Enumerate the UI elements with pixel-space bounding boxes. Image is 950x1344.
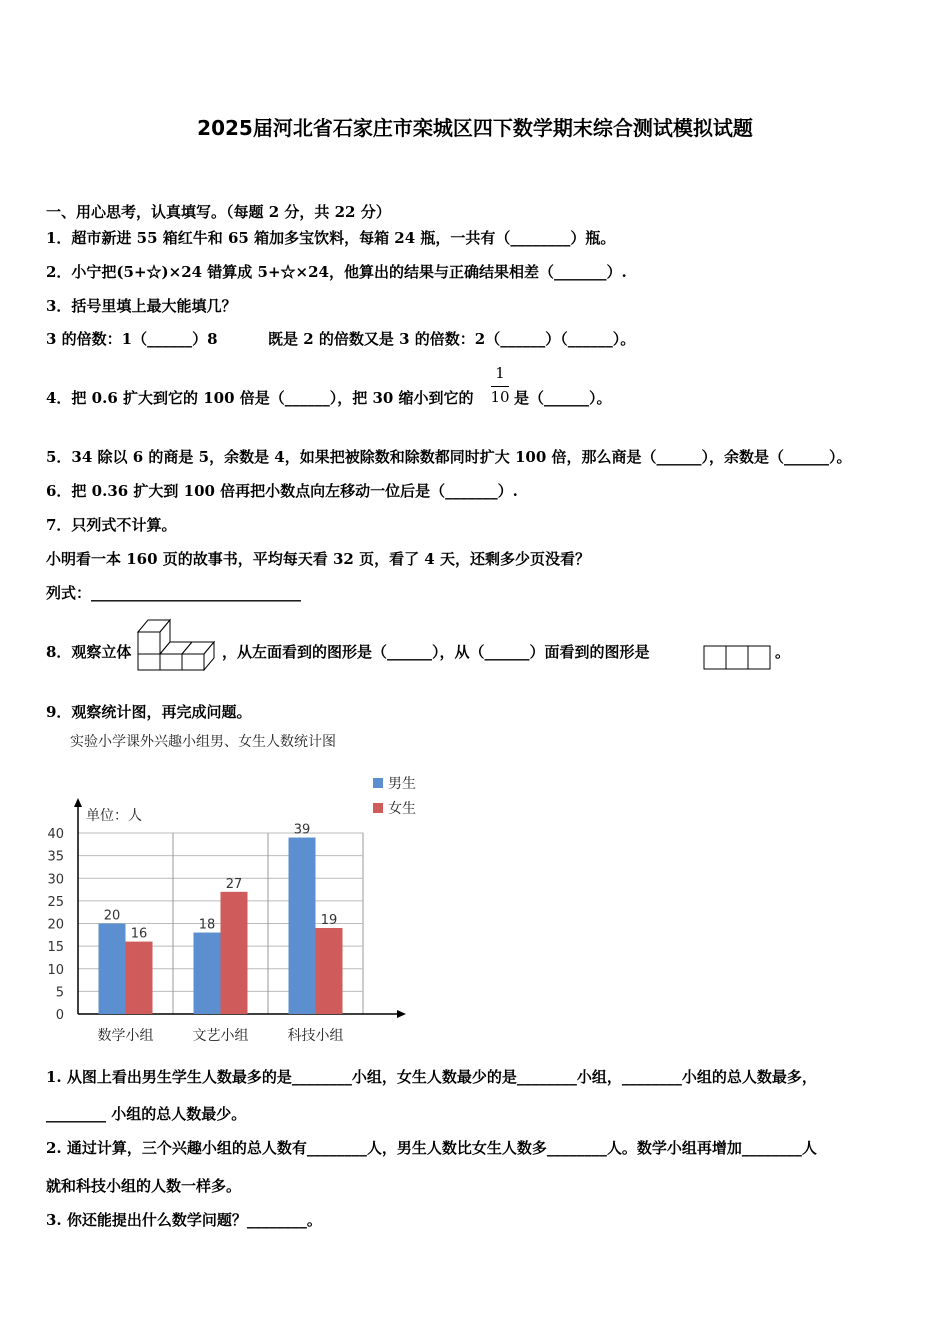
y-tick-label: 20 [47, 917, 64, 933]
sub-question-1-line2: ________ 小组的总人数最少。 [46, 1105, 247, 1123]
y-tick-label: 15 [47, 940, 64, 956]
bar-female [221, 892, 248, 1014]
x-category-label: 科技小组 [287, 1028, 344, 1044]
section-heading: 一、用心思考，认真填写。（每题 2 分，共 22 分） [46, 203, 391, 221]
question-7: 7．只列式不计算。 [46, 516, 177, 534]
x-category-label: 文艺小组 [192, 1028, 249, 1044]
y-tick-label: 25 [47, 894, 64, 910]
question-3: 3．括号里填上最大能填几？ [46, 297, 237, 315]
question-9: 9．观察统计图，再完成问题。 [46, 703, 252, 721]
bar-value-label: 39 [293, 822, 311, 838]
fraction-bar [491, 386, 509, 387]
question-4-part1: 4．把 0.6 扩大到它的 100 倍是（______），把 30 缩小到它的 [46, 389, 474, 407]
question-3a: 3 的倍数：1（______）8 [46, 330, 218, 348]
question-8-part1: 8．观察立体 [46, 643, 132, 661]
legend-label: 男生 [388, 776, 416, 792]
y-tick-label: 5 [55, 985, 64, 1001]
page-title: 2025届河北省石家庄市栾城区四下数学期末综合测试模拟试题 [197, 116, 753, 140]
question-7-answer: 列式：____________________________ [46, 584, 302, 602]
solid-figure-icon [136, 612, 220, 672]
unit-label: 单位：人 [86, 808, 142, 824]
sub-question-1-line1: 1. 从图上看出男生学生人数最多的是________小组，女生人数最少的是________小组，________小组的总人数最多， [46, 1068, 817, 1086]
question-7-text: 小明看一本 160 页的故事书，平均每天看 32 页，看了 4 天，还剩多少页没看？ [46, 550, 590, 568]
bar-female [316, 928, 343, 1014]
y-axis-arrow [74, 798, 82, 807]
bar-male [99, 924, 126, 1015]
bar-chart [40, 760, 420, 1060]
bar-female [126, 942, 153, 1014]
sub-question-3: 3. 你还能提出什么数学问题？________。 [46, 1211, 322, 1229]
y-tick-label: 35 [47, 849, 64, 865]
question-5: 5．34 除以 6 的商是 5，余数是 4，如果把被除数和除数都同时扩大 100 倍，那么商是（______），余数是（______）。 [46, 448, 852, 466]
question-3b: 既是 2 的倍数又是 3 的倍数：2（______）（______）。 [268, 330, 636, 348]
question-1: 1．超市新进 55 箱红牛和 65 箱加多宝饮料，每箱 24 瓶，一共有（________）瓶。 [46, 229, 616, 247]
fraction-denominator: 10 [490, 388, 510, 406]
bar-value-label: 27 [225, 876, 243, 892]
question-8-part3: 。 [775, 643, 791, 661]
bar-male [194, 933, 221, 1014]
sub-question-2-line1: 2. 通过计算，三个兴趣小组的总人数有________人，男生人数比女生人数多________人。数学小组再增加________人 [46, 1139, 817, 1157]
legend-swatch [373, 778, 383, 788]
bar-value-label: 19 [320, 913, 338, 929]
chart-title: 实验小学课外兴趣小组男、女生人数统计图 [70, 734, 336, 750]
view-shape-icon [703, 645, 773, 671]
bar-value-label: 18 [198, 917, 216, 933]
question-8-part2: ，从左面看到的图形是（______），从（______）面看到的图形是 [222, 643, 650, 661]
legend-swatch [373, 803, 383, 813]
bar-value-label: 16 [130, 926, 148, 942]
bar-value-label: 20 [103, 908, 121, 924]
question-2: 2．小宁把(5+☆)×24 错算成 5+☆×24，他算出的结果与正确结果相差（_______）. [46, 263, 627, 281]
question-6: 6．把 0.36 扩大到 100 倍再把小数点向左移动一位后是（_______）. [46, 482, 518, 500]
x-axis-arrow [397, 1010, 406, 1018]
fraction-numerator: 1 [495, 364, 505, 382]
bar-male [289, 838, 316, 1014]
question-4-part2: 是（______）。 [514, 389, 612, 407]
y-tick-label: 30 [47, 872, 64, 888]
sub-question-2-line2: 就和科技小组的人数一样多。 [46, 1177, 242, 1195]
y-tick-label: 10 [47, 962, 64, 978]
x-category-label: 数学小组 [97, 1028, 154, 1044]
legend-label: 女生 [388, 801, 416, 817]
y-tick-label: 40 [47, 827, 64, 842]
y-tick-label: 0 [55, 1008, 64, 1023]
